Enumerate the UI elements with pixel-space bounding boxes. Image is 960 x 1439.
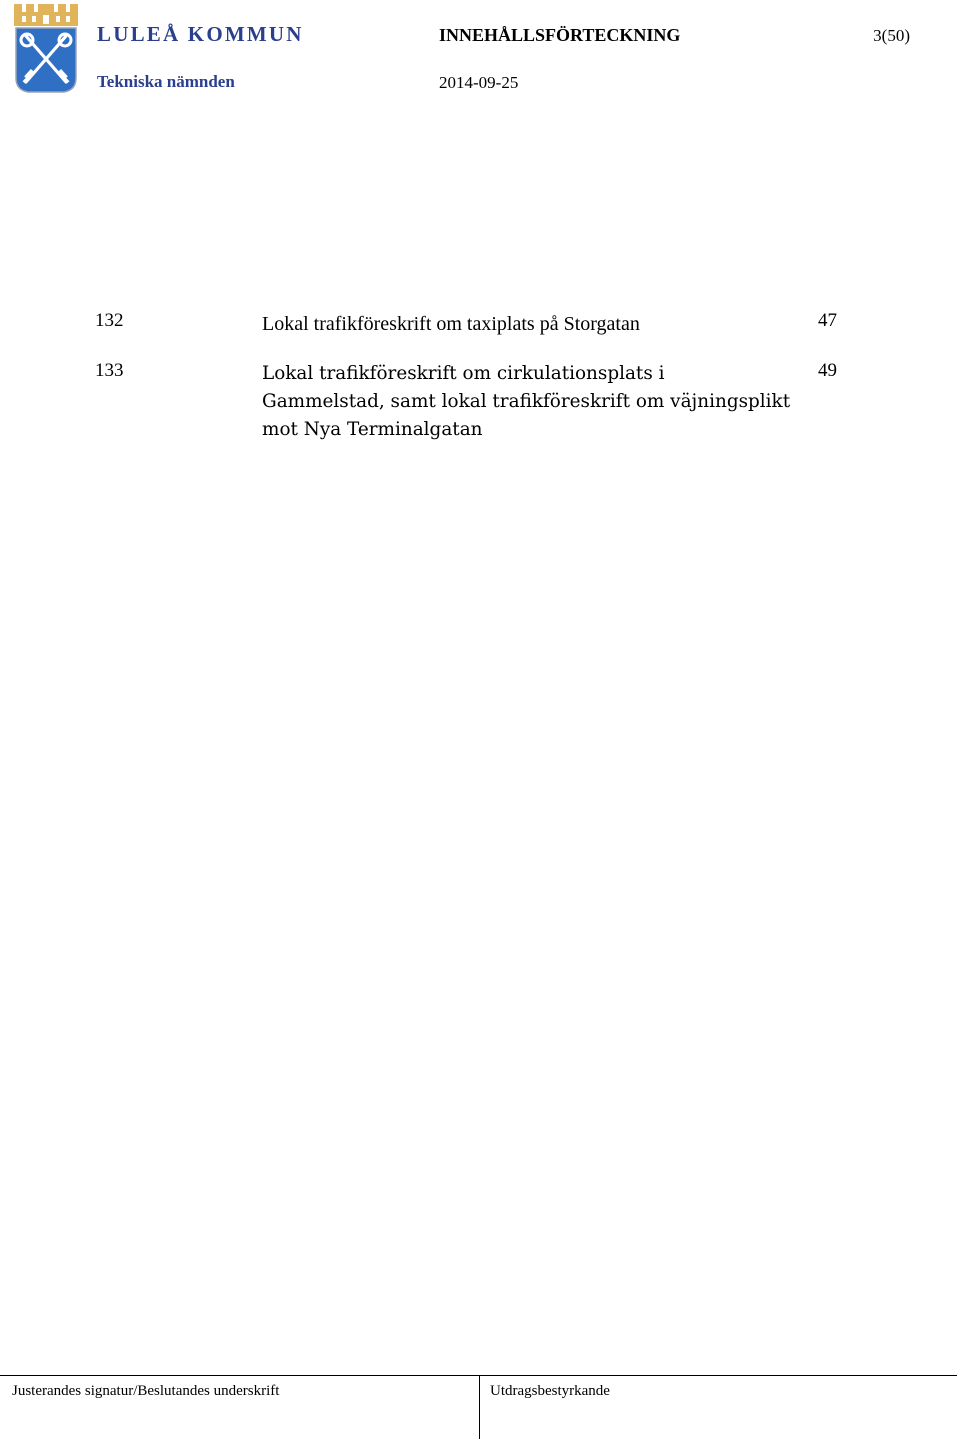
entry-page-number: 49 — [818, 360, 837, 381]
signature-label: Justerandes signatur/Beslutandes underskrift — [12, 1383, 280, 1399]
footer-column-divider — [479, 1375, 480, 1439]
committee-name: Tekniska nämnden — [97, 72, 235, 91]
organization-name: LULEÅ KOMMUN — [97, 22, 304, 46]
meeting-date: 2014-09-25 — [439, 73, 519, 92]
entry-title[interactable]: Lokal trafikföreskrift om taxiplats på Storgatan — [262, 313, 640, 335]
entry-title[interactable]: Lokal trafikföreskrift om cirkulationsplats i Gammelstad, samt lokal trafikföreskrift om väjningsplikt mot Nya Terminalgatan — [262, 363, 791, 440]
page-number: 3(50) — [873, 26, 910, 45]
coat-of-arms-icon — [12, 4, 80, 96]
paragraph-number: 132 — [95, 310, 124, 331]
document-title: INNEHÅLLSFÖRTECKNING — [439, 25, 681, 45]
entry-page-number: 47 — [818, 310, 837, 331]
paragraph-number: 133 — [95, 360, 124, 381]
certification-label: Utdragsbestyrkande — [490, 1383, 610, 1399]
